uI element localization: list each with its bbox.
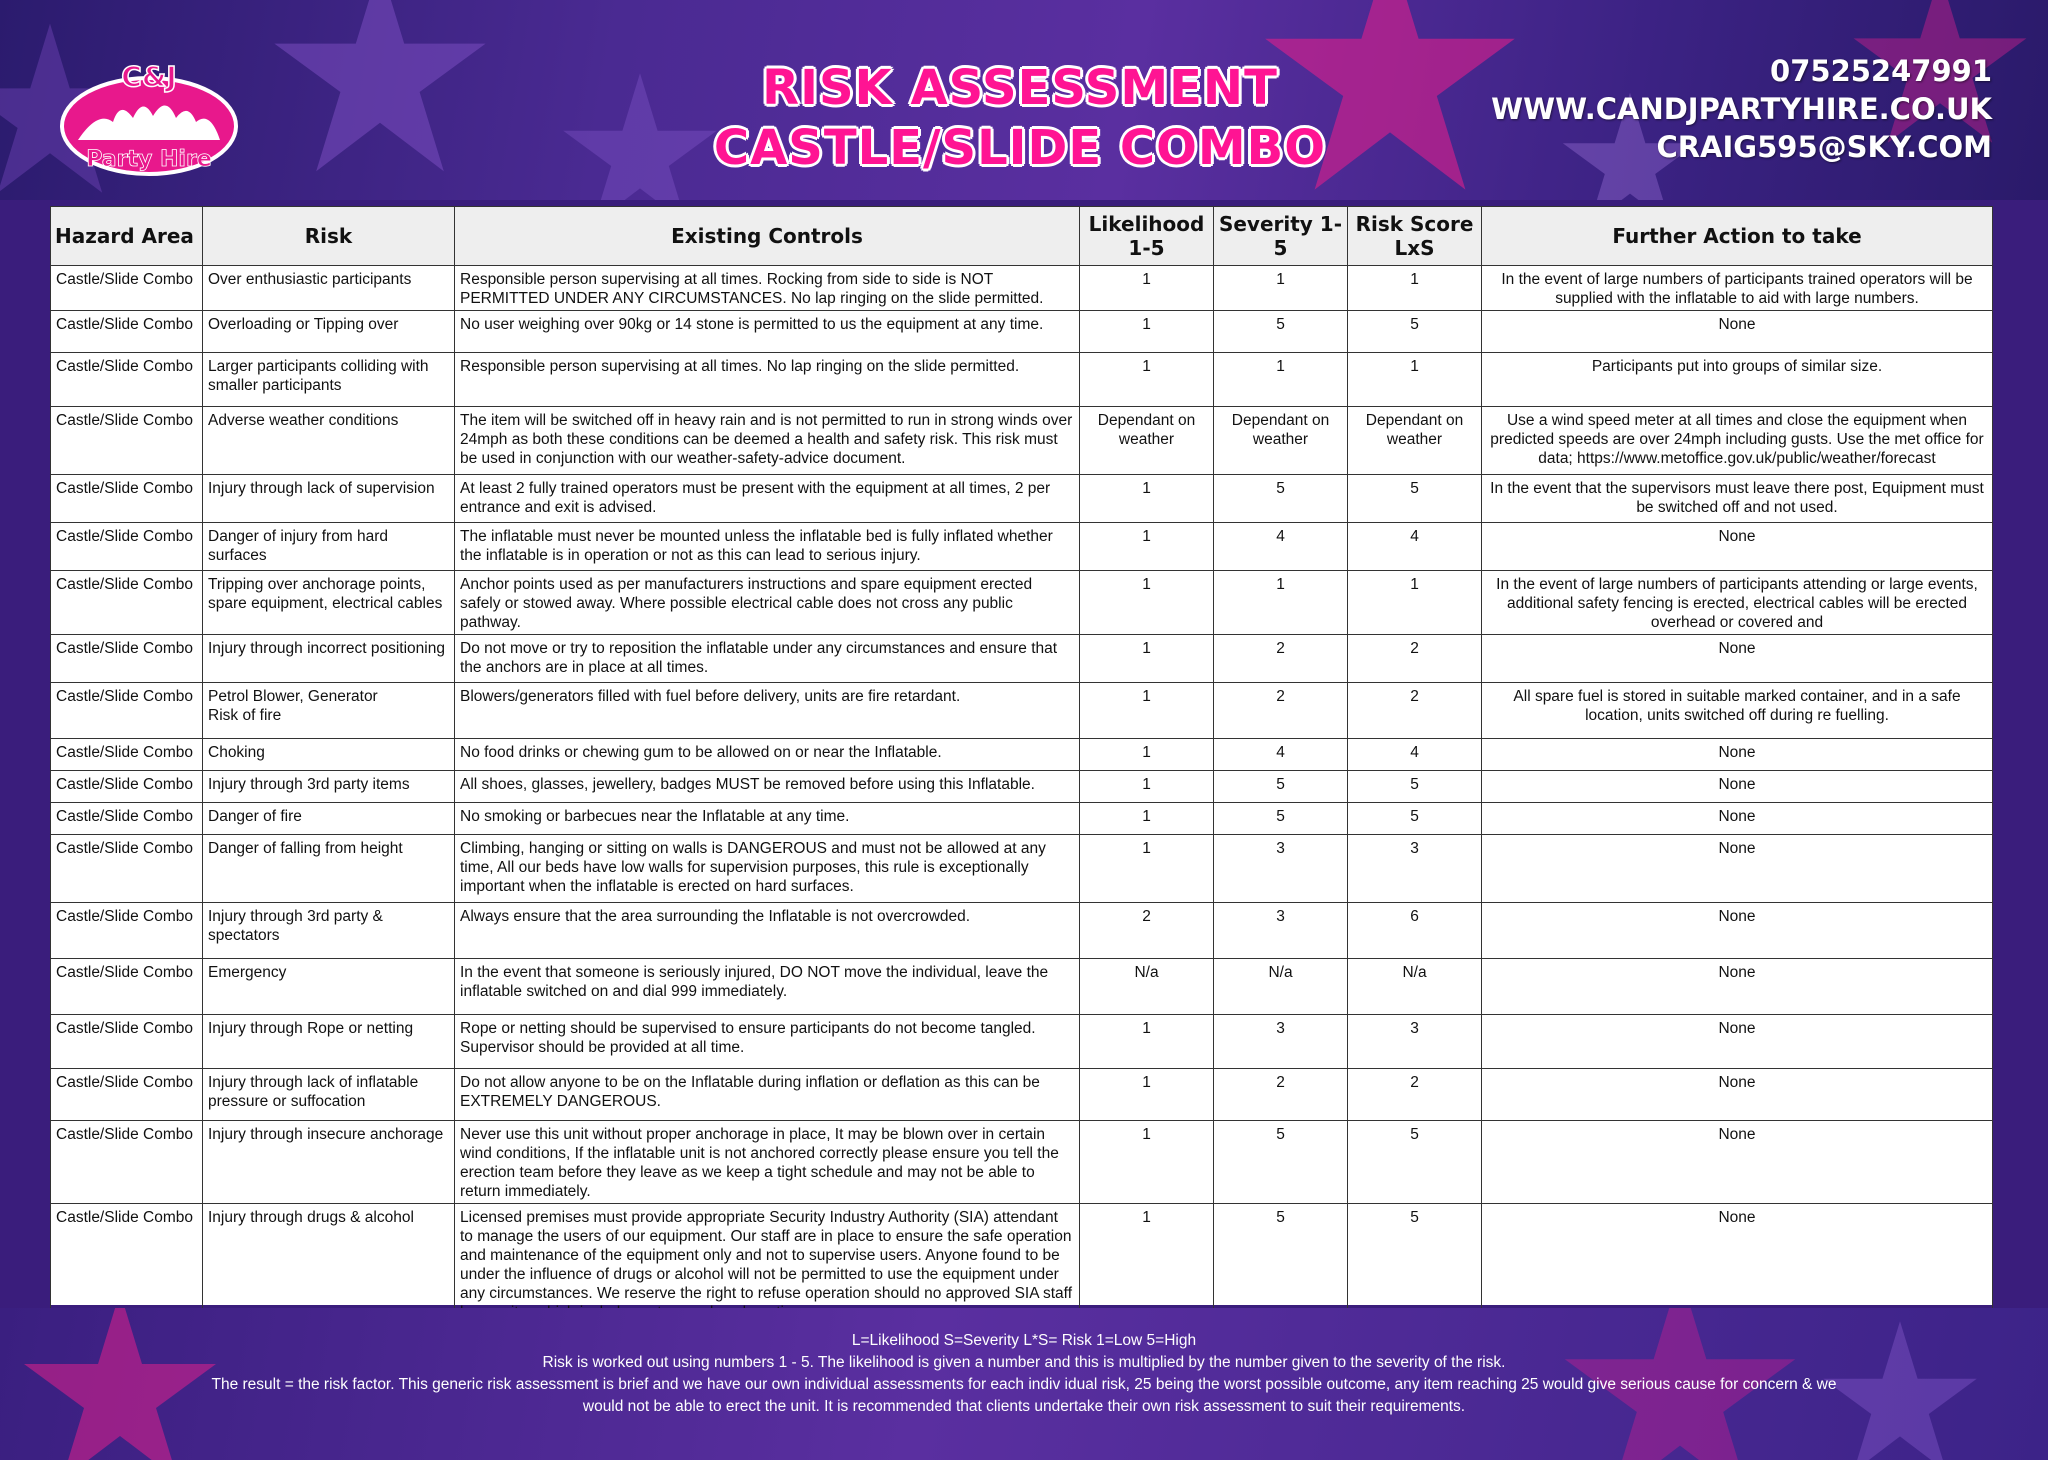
table-row [51,311,1993,353]
cell-risk-score: 1 [1348,266,1482,311]
table-row [51,903,1993,959]
cell-likelihood: 1 [1080,1204,1214,1325]
cell-severity: 1 [1214,571,1348,635]
cell-controls: Climbing, hanging or sitting on walls is DANGEROUS and must not be allowed at any time, All our beds have low walls for supervision purposes, this rule is exceptionally important when the inflatable is erected on hard surfaces. [455,835,1080,903]
cell-further-action: In the event that the supervisors must leave there post, Equipment must be switched off and not used. [1482,475,1993,523]
contact-block [1491,52,1992,166]
table-row [51,475,1993,523]
table-row [51,739,1993,771]
table-row [51,1121,1993,1204]
cell-hazard: Castle/Slide Combo [51,739,203,771]
cell-severity: 4 [1214,523,1348,571]
column-header-controls: Existing Controls [455,207,1080,266]
cell-risk-score: 5 [1348,1204,1482,1325]
cell-controls: Responsible person supervising at all times. No lap ringing on the slide permitted. [455,353,1080,407]
cell-severity: 5 [1214,1121,1348,1204]
cell-risk: Danger of fire [203,803,455,835]
table-row [51,353,1993,407]
footnote-line-3: The result = the risk factor. This generic risk assessment is brief and we have our own individual assessments for each indiv idual risk, 25 being the worst possible outcome, any item reaching 25 would give serious cause for concern & we [211,1376,1837,1393]
cell-risk: Injury through incorrect positioning [203,635,455,683]
phone-number: 07525247991 [1770,54,1992,88]
risk-table-container [50,206,1992,1305]
cell-hazard: Castle/Slide Combo [51,683,203,739]
cell-risk: Danger of falling from height [203,835,455,903]
page-title [640,58,1400,178]
cell-risk-score: N/a [1348,959,1482,1015]
decorative-star-icon [270,0,490,180]
cell-risk-score: 5 [1348,771,1482,803]
cell-further-action: None [1482,959,1993,1015]
cell-further-action: None [1482,1204,1993,1325]
cell-controls: Rope or netting should be supervised to ensure participants do not become tangled. Supervisor should be provided at all time. [455,1015,1080,1069]
cell-severity: 5 [1214,475,1348,523]
cell-further-action: Use a wind speed meter at all times and close the equipment when predicted speeds are over 24mph including gusts. Use the met office for data; https://www.metoffice.gov.uk/public/weather/forecast [1482,407,1993,475]
cell-further-action: None [1482,835,1993,903]
cell-further-action: None [1482,739,1993,771]
table-row [51,266,1993,311]
cell-risk-score: 1 [1348,353,1482,407]
table-row [51,523,1993,571]
cell-hazard: Castle/Slide Combo [51,1204,203,1325]
cell-risk: Injury through Rope or netting [203,1015,455,1069]
logo-top-text: C&J [121,60,177,93]
cell-likelihood: 1 [1080,353,1214,407]
cell-risk: Over enthusiastic participants [203,266,455,311]
cell-further-action: All spare fuel is stored in suitable marked container, and in a safe location, units switched off during re fuelling. [1482,683,1993,739]
table-row [51,835,1993,903]
cell-severity: 5 [1214,311,1348,353]
cell-further-action: None [1482,523,1993,571]
cell-hazard: Castle/Slide Combo [51,1069,203,1121]
cell-severity: 4 [1214,739,1348,771]
cell-further-action: In the event of large numbers of participants attending or large events, additional safety fencing is erected, electrical cables will be erected overhead or covered and [1482,571,1993,635]
cell-controls: The inflatable must never be mounted unless the inflatable bed is fully inflated whether the inflatable is in operation or not as this can lead to serious injury. [455,523,1080,571]
cell-hazard: Castle/Slide Combo [51,803,203,835]
cell-likelihood: 2 [1080,903,1214,959]
table-row [51,1204,1993,1325]
column-header-hazard: Hazard Area [51,207,203,266]
cell-hazard: Castle/Slide Combo [51,903,203,959]
cell-severity: 1 [1214,266,1348,311]
cell-risk-score: Dependant on weather [1348,407,1482,475]
cell-risk: Injury through lack of supervision [203,475,455,523]
cell-likelihood: Dependant on weather [1080,407,1214,475]
cell-likelihood: 1 [1080,523,1214,571]
cell-controls: No user weighing over 90kg or 14 stone is permitted to us the equipment at any time. [455,311,1080,353]
cell-severity: 1 [1214,353,1348,407]
cell-controls: Do not allow anyone to be on the Inflatable during inflation or deflation as this can be EXTREMELY DANGEROUS. [455,1069,1080,1121]
footnote-line-2: Risk is worked out using numbers 1 - 5. The likelihood is given a number and this is multiplied by the number given to the severity of the risk. [542,1354,1506,1371]
cell-risk: Injury through 3rd party & spectators [203,903,455,959]
cell-further-action: Participants put into groups of similar size. [1482,353,1993,407]
cell-hazard: Castle/Slide Combo [51,635,203,683]
website-link[interactable]: WWW.CANDJPARTYHIRE.CO.UK [1491,92,1992,126]
cell-severity: N/a [1214,959,1348,1015]
title-line-1: RISK ASSESSMENT [762,60,1278,116]
cell-hazard: Castle/Slide Combo [51,835,203,903]
cell-risk-score: 2 [1348,1069,1482,1121]
cell-likelihood: 1 [1080,635,1214,683]
cell-further-action: None [1482,311,1993,353]
cell-hazard: Castle/Slide Combo [51,353,203,407]
cell-risk-score: 3 [1348,835,1482,903]
cell-risk-score: 4 [1348,739,1482,771]
cell-risk-score: 3 [1348,1015,1482,1069]
cell-further-action: None [1482,1015,1993,1069]
table-row [51,683,1993,739]
cell-controls: Licensed premises must provide appropriate Security Industry Authority (SIA) attendant to manage the users of our equipment. Our staff are in place to ensure the safe operation and maintenance of the equipment only and not to supervise users. Anyone found to be under the influence of drugs or alcohol will not be permitted to use the equipment under any circumstances. We reserve the right to refuse operation should no approved SIA staff [455,1204,1080,1325]
cell-likelihood: 1 [1080,311,1214,353]
cell-risk-score: 4 [1348,523,1482,571]
cell-likelihood: 1 [1080,475,1214,523]
cell-risk: Injury through insecure anchorage [203,1121,455,1204]
cell-risk: Larger participants colliding with smaller participants [203,353,455,407]
cell-likelihood: 1 [1080,266,1214,311]
cell-controls: At least 2 fully trained operators must be present with the equipment at all times, 2 per entrance and exit is advised. [455,475,1080,523]
cell-risk-score: 5 [1348,1121,1482,1204]
cell-hazard: Castle/Slide Combo [51,571,203,635]
cell-controls: Blowers/generators filled with fuel before delivery, units are fire retardant. [455,683,1080,739]
cell-controls: Responsible person supervising at all times. Rocking from side to side is NOT PERMITTED UNDER ANY CIRCUMSTANCES. No lap ringing on the slide permitted. [455,266,1080,311]
email-link[interactable]: CRAIG595@SKY.COM [1656,130,1992,164]
cell-risk-score: 1 [1348,571,1482,635]
cell-severity: 5 [1214,1204,1348,1325]
cell-likelihood: 1 [1080,835,1214,903]
cell-risk: Overloading or Tipping over [203,311,455,353]
cell-risk-score: 5 [1348,475,1482,523]
column-header-action: Further Action to take [1482,207,1993,266]
cell-severity: 2 [1214,1069,1348,1121]
cell-controls: No smoking or barbecues near the Inflatable at any time. [455,803,1080,835]
cell-hazard: Castle/Slide Combo [51,266,203,311]
cell-likelihood: 1 [1080,1069,1214,1121]
cell-controls: In the event that someone is seriously injured, DO NOT move the individual, leave the inflatable switched on and dial 999 immediately. [455,959,1080,1015]
cell-likelihood: 1 [1080,571,1214,635]
cell-severity: 5 [1214,771,1348,803]
table-row [51,771,1993,803]
cell-likelihood: 1 [1080,739,1214,771]
cell-risk: Choking [203,739,455,771]
title-line-2: CASTLE/SLIDE COMBO [713,120,1327,176]
table-row [51,635,1993,683]
cell-severity: 5 [1214,803,1348,835]
cell-hazard: Castle/Slide Combo [51,523,203,571]
cell-further-action: In the event of large numbers of participants trained operators will be supplied with the inflatable to aid with large numbers. [1482,266,1993,311]
cell-likelihood: 1 [1080,1015,1214,1069]
cell-risk-score: 5 [1348,803,1482,835]
cell-severity: 2 [1214,683,1348,739]
table-row [51,571,1993,635]
cell-risk-score: 2 [1348,683,1482,739]
column-header-likelihood: Likelihood 1-5 [1080,207,1214,266]
cell-hazard: Castle/Slide Combo [51,959,203,1015]
cell-further-action: None [1482,635,1993,683]
cell-hazard: Castle/Slide Combo [51,407,203,475]
column-header-score: Risk Score LxS [1348,207,1482,266]
footnote-line-1: L=Likelihood S=Severity L*S= Risk 1=Low 5=High [851,1332,1197,1349]
cell-severity: 3 [1214,835,1348,903]
cell-risk: Injury through drugs & alcohol [203,1204,455,1325]
cell-likelihood: 1 [1080,771,1214,803]
cell-controls: The item will be switched off in heavy rain and is not permitted to run in strong winds over 24mph as both these conditions can be deemed a health and safety risk. This risk must be used in conjunction with our weather-safety-advice document. [455,407,1080,475]
cell-risk-score: 5 [1348,311,1482,353]
cell-hazard: Castle/Slide Combo [51,771,203,803]
cell-controls: Anchor points used as per manufacturers instructions and spare equipment erected safely or stowed away. Where possible electrical cable does not cross any public pathway. [455,571,1080,635]
logo-bottom-text: Party Hire [86,147,212,172]
cell-likelihood: N/a [1080,959,1214,1015]
cell-risk-score: 2 [1348,635,1482,683]
cell-further-action: None [1482,803,1993,835]
risk-assessment-table [50,206,1993,1325]
cell-hazard: Castle/Slide Combo [51,1121,203,1204]
table-row [51,803,1993,835]
cell-risk: Tripping over anchorage points, spare equipment, electrical cables [203,571,455,635]
cell-severity: 3 [1214,903,1348,959]
cell-severity: Dependant on weather [1214,407,1348,475]
cell-likelihood: 1 [1080,1121,1214,1204]
table-row [51,407,1993,475]
cell-risk: Injury through lack of inflatable pressure or suffocation [203,1069,455,1121]
page-header [0,0,2048,200]
risk-legend-note [0,1330,2048,1418]
table-header-row [51,207,1993,266]
cell-likelihood: 1 [1080,803,1214,835]
cell-risk: Emergency [203,959,455,1015]
cell-risk-score: 6 [1348,903,1482,959]
cell-hazard: Castle/Slide Combo [51,1015,203,1069]
cell-further-action: None [1482,771,1993,803]
cell-risk: Injury through 3rd party items [203,771,455,803]
cell-severity: 2 [1214,635,1348,683]
table-row [51,1015,1993,1069]
cell-severity: 3 [1214,1015,1348,1069]
footnote-line-4: would not be able to erect the unit. It is recommended that clients undertake their own risk assessment to suit their requirements. [582,1398,1466,1415]
cell-risk: Adverse weather conditions [203,407,455,475]
cell-hazard: Castle/Slide Combo [51,475,203,523]
cell-controls: No food drinks or chewing gum to be allowed on or near the Inflatable. [455,739,1080,771]
cell-controls: Never use this unit without proper anchorage in place, It may be blown over in certain wind conditions, If the inflatable unit is not anchored correctly please ensure you tell the erection team before they leave as we keep a tight schedule and may not be able to return immediately. [455,1121,1080,1204]
column-header-risk: Risk [203,207,455,266]
cell-further-action: None [1482,1069,1993,1121]
cell-hazard: Castle/Slide Combo [51,311,203,353]
cell-further-action: None [1482,903,1993,959]
cell-risk: Danger of injury from hard surfaces [203,523,455,571]
table-row [51,959,1993,1015]
column-header-severity: Severity 1-5 [1214,207,1348,266]
company-logo [58,60,240,176]
cell-risk: Petrol Blower, Generator Risk of fire [203,683,455,739]
cell-further-action: None [1482,1121,1993,1204]
cell-likelihood: 1 [1080,683,1214,739]
cell-controls: All shoes, glasses, jewellery, badges MUST be removed before using this Inflatable. [455,771,1080,803]
table-row [51,1069,1993,1121]
cell-controls: Always ensure that the area surrounding the Inflatable is not overcrowded. [455,903,1080,959]
cell-controls: Do not move or try to reposition the inflatable under any circumstances and ensure that the anchors are in place at all times. [455,635,1080,683]
